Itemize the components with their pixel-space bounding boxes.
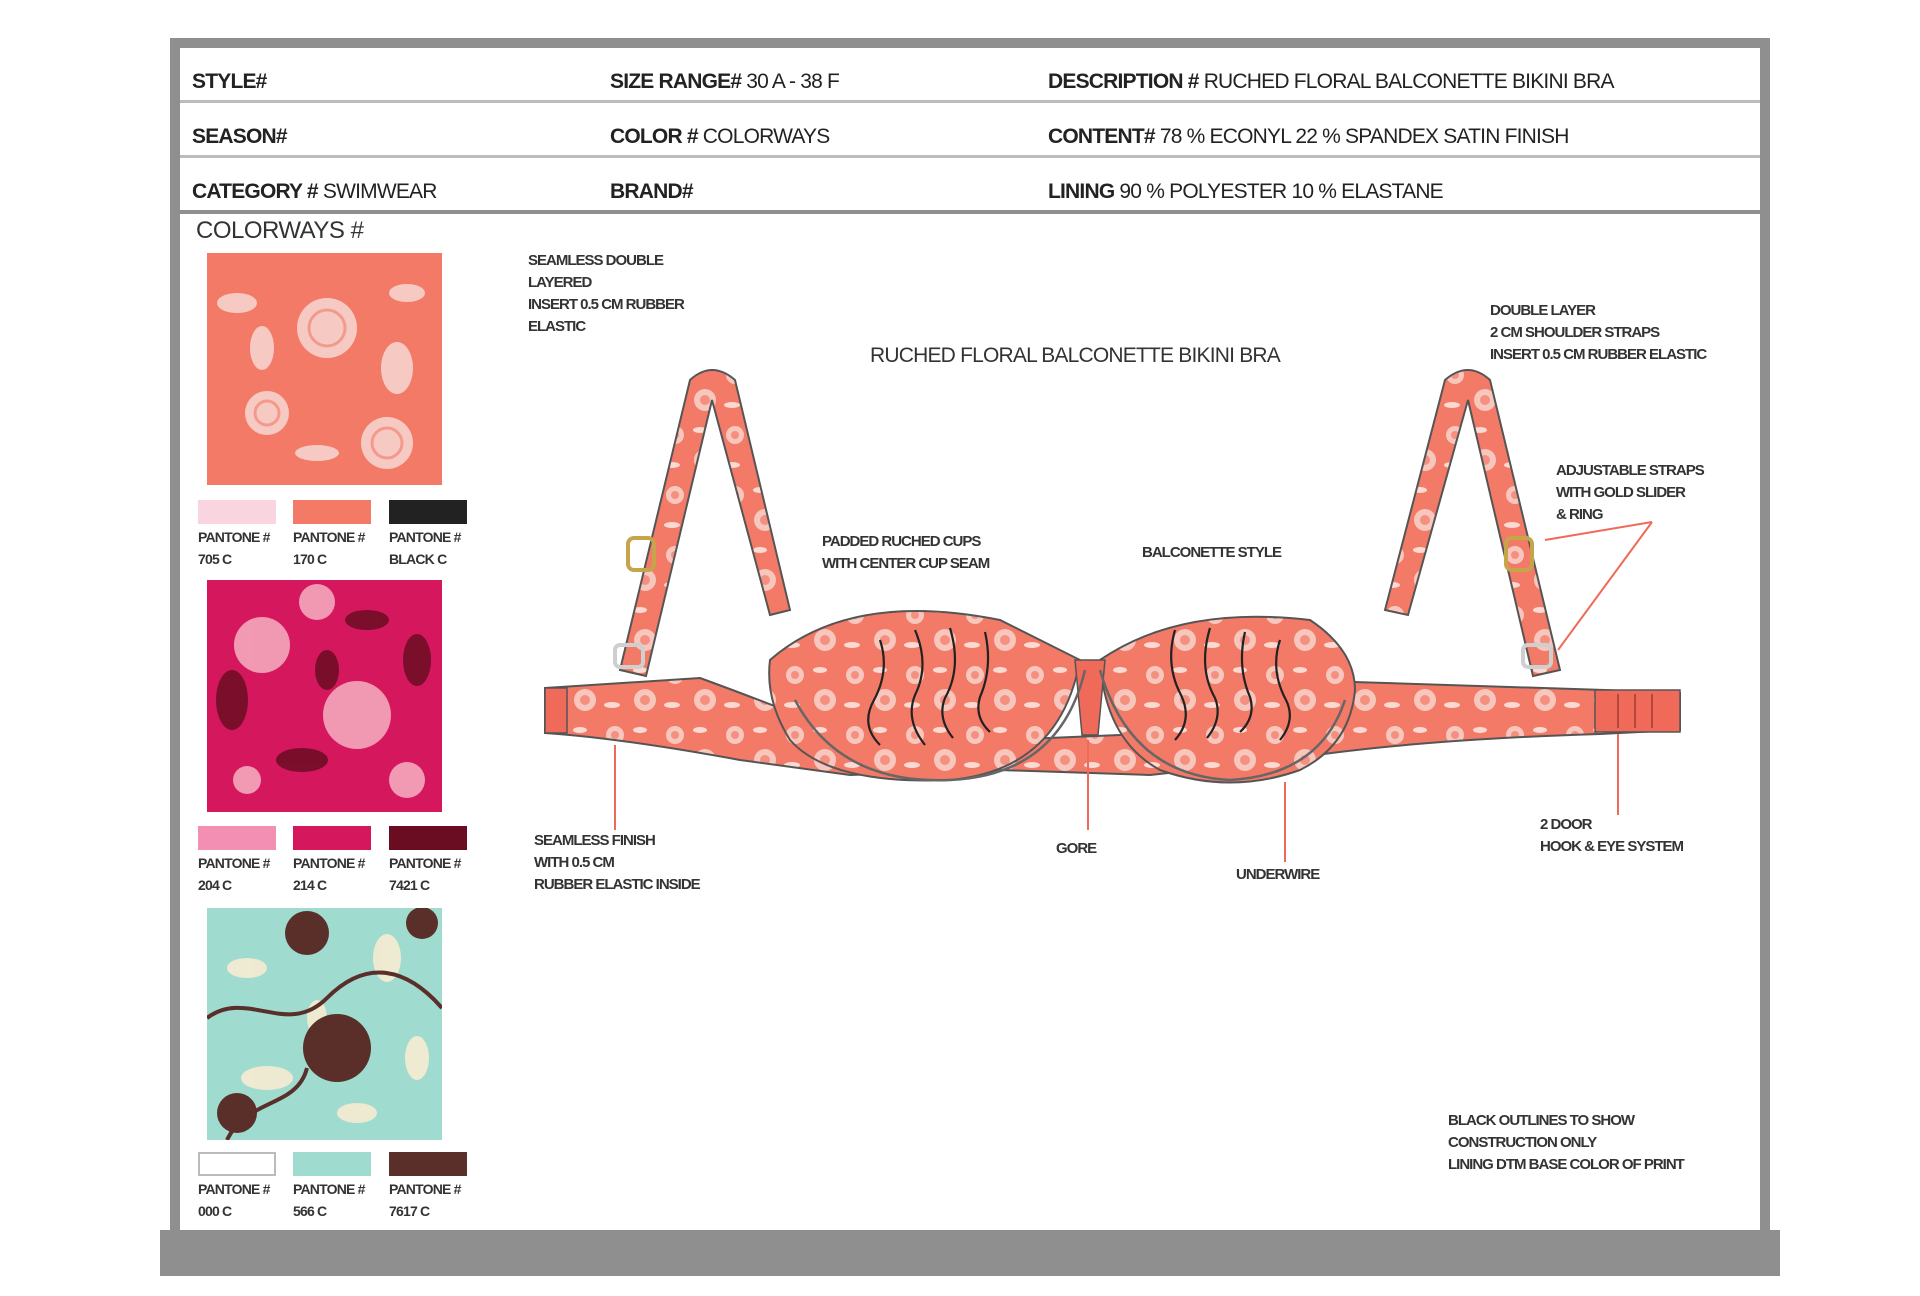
note-balconette: BALCONETTE STYLE: [1142, 544, 1282, 561]
lining-value: 90 % POLYESTER 10 % ELASTANE: [1119, 180, 1443, 203]
note-seamless-finish: SEAMLESS FINISH WITH 0.5 CM RUBBER ELASTIC INSIDE: [534, 832, 700, 893]
note-adjustable-straps: ADJUSTABLE STRAPS WITH GOLD SLIDER & RING: [1556, 462, 1704, 523]
note-black-outlines: BLACK OUTLINES TO SHOW CONSTRUCTION ONLY LINING DTM BASE COLOR OF PRINT: [1448, 1112, 1684, 1173]
pantone-label: PANTONE # 214 C: [293, 855, 365, 893]
note-underwire: UNDERWIRE: [1236, 866, 1320, 883]
color-label: COLOR #: [610, 125, 698, 148]
content-value: 78 % ECONYL 22 % SPANDEX SATIN FINISH: [1159, 125, 1569, 148]
description-value: RUCHED FLORAL BALCONETTE BIKINI BRA: [1203, 70, 1614, 93]
pantone-label: PANTONE # 7617 C: [389, 1181, 461, 1219]
brand-label: BRAND#: [610, 180, 693, 203]
sketch-title: RUCHED FLORAL BALCONETTE BIKINI BRA: [870, 344, 1280, 367]
note-gore: GORE: [1056, 840, 1097, 857]
color-value: COLORWAYS: [702, 125, 830, 148]
description-label: DESCRIPTION #: [1048, 70, 1199, 93]
left-strap: [620, 370, 790, 676]
pantone-label: PANTONE # 566 C: [293, 1181, 365, 1219]
category-label: CATEGORY #: [192, 180, 318, 203]
lining-label: LINING: [1048, 180, 1115, 203]
right-strap: [1385, 370, 1560, 676]
pantone-label: PANTONE # BLACK C: [389, 529, 461, 567]
pantone-label: PANTONE # 7421 C: [389, 855, 461, 893]
season-label: SEASON#: [192, 125, 287, 148]
hook-eye-panel: [1595, 690, 1680, 732]
note-seamless-double: SEAMLESS DOUBLE LAYERED INSERT 0.5 CM RUBBER ELASTIC: [528, 252, 684, 335]
size-range-value: 30 A - 38 F: [746, 70, 840, 93]
note-hook-eye: 2 DOOR HOOK & EYE SYSTEM: [1540, 816, 1684, 855]
colorways-title: COLORWAYS #: [196, 217, 364, 244]
note-double-layer: DOUBLE LAYER 2 CM SHOULDER STRAPS INSERT 0.5 CM RUBBER ELASTIC: [1490, 302, 1707, 363]
pantone-label: PANTONE # 000 C: [198, 1181, 270, 1219]
pantone-label: PANTONE # 204 C: [198, 855, 270, 893]
pantone-label: PANTONE # 705 C: [198, 529, 270, 567]
size-range-label: SIZE RANGE#: [610, 70, 742, 93]
pantone-label: PANTONE # 170 C: [293, 529, 365, 567]
style-label: STYLE#: [192, 70, 267, 93]
category-value: SWIMWEAR: [322, 180, 437, 203]
note-padded-cups: PADDED RUCHED CUPS WITH CENTER CUP SEAM: [822, 533, 990, 572]
content-label: CONTENT#: [1048, 125, 1155, 148]
